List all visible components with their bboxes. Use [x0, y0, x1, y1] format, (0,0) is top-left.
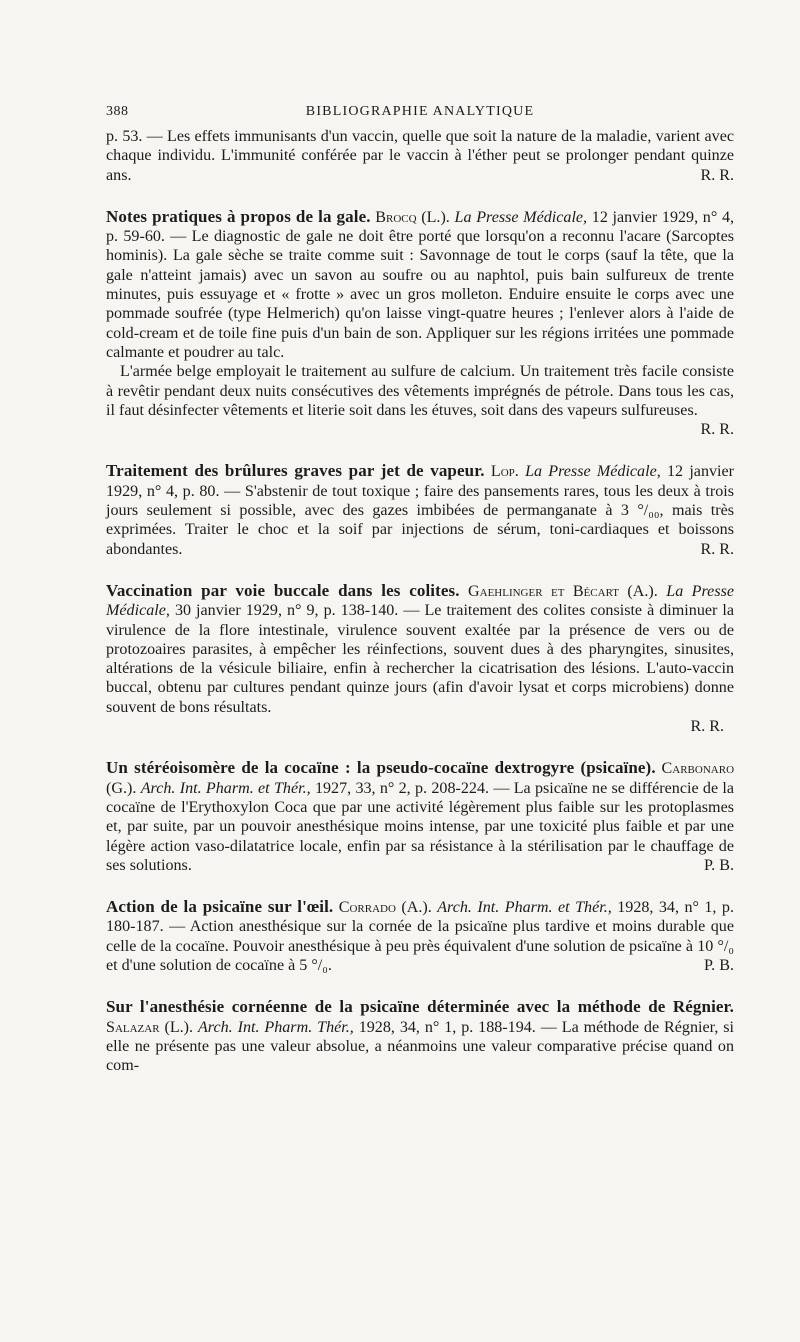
abstract-signature: R. R.: [690, 718, 724, 736]
abstract-text: [106, 362, 734, 439]
abstract-journal: La Presse Médicale,: [106, 582, 734, 620]
abstract-text: [106, 758, 734, 875]
abstract-author: Brocq (L.).: [375, 208, 450, 226]
abstract-body: 12 janvier 1929, n° 4, p. 59-60. — Le diagnostic de gale ne doit être porté que lorsqu'on a reconnu l'acare (Sarcoptes hominis). La gale sèche se traite comme suit : Savonnage de tout le corps (sauf la tête, que la gale n'atteint jamais) avec un savon au soufre ou au naphtol, puis bain sulfureux de trente minutes, puis essuyage et « frotte » avec un gros molleton. Enduire ensuite le corps avec une pommade soufrée (type Helmerich) qu'on laisse vingt-quatre heures ; l'enlever alors à l'aide de cold-cream et de toile fine puis d'un bain de son. Appliquer sur les régions irritées une pommade calmante et poudrer au talc.: [106, 208, 735, 361]
abstract-signature: P. B.: [704, 956, 734, 974]
abstract-journal: Arch. Int. Pharm. et Thér.,: [437, 899, 612, 917]
abstract-body: L'armée belge employait le traitement au sulfure de calcium. Un traitement très facile consiste à revêtir pendant deux nuits consécutives des vêtements imprégnés de pétrole. Dans tous les cas, il faut désinfecter vêtements et literie soit dans les étuves, soit dans des vapeurs sulfureuses.: [106, 363, 734, 419]
abstract-signature: R. R.: [700, 421, 734, 439]
running-title: BIBLIOGRAPHIE ANALYTIQUE: [305, 104, 535, 119]
abstract-body: 12 janvier 1929, n° 4, p. 80. — S'abstenir de tout toxique ; faire des pansements rares, tous les deux à trois jours seulement si possible, avec des gazes imbibées de permanganate à 3 °/₀₀, mais très exprimées. Traiter le choc et la soif par injections de sérum, toni-cardiaques et boissons abondantes.: [106, 463, 735, 558]
abstract-title: Notes pratiques à propos de la gale.: [106, 206, 371, 226]
abstract-author: Salazar (L.).: [106, 1018, 194, 1036]
abstract-entry-anesthesie: [106, 997, 734, 1075]
abstract-title: Action de la psicaïne sur l'œil.: [106, 897, 334, 917]
abstract-author: Lop.: [490, 463, 519, 481]
abstract-text: p. 53. — Les effets immunisants d'un vaccin, quelle que soit la nature de la maladie, varient avec chaque individu. L'immunité conférée par le vaccin à l'éther peut se prolonger pendant quinze ans. R. R.: [106, 128, 734, 184]
abstract-text: [106, 581, 734, 717]
abstract-entry-psicaine: [106, 758, 734, 875]
abstract-text: [106, 897, 734, 975]
abstract-entry-continuation: [106, 127, 734, 185]
abstract-text: [106, 207, 734, 362]
page-number: 388: [106, 104, 129, 119]
abstract-body: 1928, 34, n° 1, p. 188-194. — La méthode de Régnier, si elle ne présente pas une valeur absolue, a néanmoins une valeur comparative précise quand on com-: [106, 1018, 734, 1075]
abstract-signature: P. B.: [704, 856, 734, 874]
abstract-text: [106, 997, 734, 1075]
abstract-journal: Arch. Int. Pharm. et Thér.,: [140, 779, 311, 797]
abstract-body: 1928, 34, n° 1, p. 180-187. — Action anesthésique sur la cornée de la psicaïne plus tardive et moins durable que celle de la cocaïne. Pouvoir anesthésique à peu près équivalent d'une solution de psicaïne à 10 °/₀ et d'une solution de cocaïne à 5 °/₀.: [106, 899, 734, 974]
abstract-body: 1927, 33, n° 2, p. 208-224. — La psicaïne ne se différencie de la cocaïne de l'Erythoxylon Coca que par une activité légèrement plus faible sur les protoplasmes et, par suite, par un pouvoir anesthésique moins intense, par une toxicité plus faible et par une légère action vaso-dilatatrice locale, enfin par sa résistance à la stérilisation par le chauffage de ses solutions.: [106, 779, 735, 874]
abstract-title: Sur l'anesthésie cornéenne de la psicaïne déterminée avec la méthode de Régnier.: [106, 997, 734, 1017]
abstract-body: 30 janvier 1929, n° 9, p. 138-140. — Le traitement des colites consiste à diminuer la virulence de la flore intestinale, virulence souvent exaltée par la présence de vers ou de protozoaires parasites, à empêcher les réinfections, souvent dues à des pharyngites, sinusites, altérations de la vésicule biliaire, enfin à rechercher la cicatrisation des lésions. L'auto-vaccin buccal, obtenu par cultures pendant quinze jours (afin d'avoir lysat et corps microbiens) donne souvent de bons résultats.: [106, 602, 735, 716]
page-header: [106, 104, 734, 124]
abstract-entry-oeil: [106, 897, 734, 975]
abstract-author: Gaehlinger et Bécart (A.).: [468, 582, 658, 600]
abstract-journal: La Presse Médicale,: [454, 208, 588, 226]
abstract-entry-brulures: [106, 461, 734, 558]
abstract-title: Un stéréoisomère de la cocaïne : la pseudo-cocaïne dextrogyre (psicaïne).: [106, 758, 656, 778]
abstract-signature: R. R.: [700, 540, 734, 558]
page-body: [106, 127, 734, 1097]
abstract-entry-gale: [106, 207, 734, 440]
abstract-signature: R. R.: [700, 166, 734, 184]
abstract-entry-vaccination: [106, 581, 734, 736]
abstract-title: Traitement des brûlures graves par jet de vapeur.: [106, 461, 485, 481]
abstract-author: Carbonaro (G.).: [106, 760, 735, 797]
abstract-text: [106, 461, 734, 558]
abstract-journal: La Presse Médicale,: [525, 463, 661, 481]
abstract-journal: Arch. Int. Pharm. Thér.,: [197, 1018, 354, 1036]
abstract-title: Vaccination par voie buccale dans les colites.: [106, 580, 460, 600]
abstract-author: Corrado (A.).: [338, 899, 432, 917]
